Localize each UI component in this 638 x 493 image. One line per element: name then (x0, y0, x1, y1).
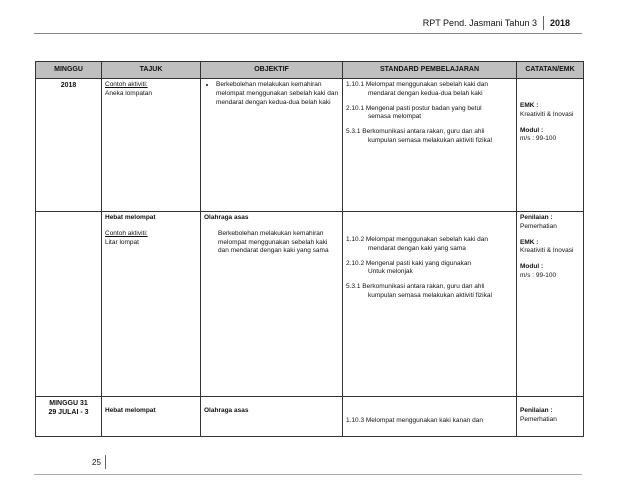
activity-label: Contoh aktiviti: (105, 81, 148, 88)
week-number: MINGGU 31 (49, 400, 88, 407)
objektif-cell (201, 212, 343, 397)
document-title: RPT Pend. Jasmani Tahun 3 (422, 18, 537, 28)
modul-value: m/s : 99-100 (520, 135, 557, 143)
standard-cell (343, 212, 517, 397)
catatan-cell (517, 79, 584, 212)
emk-label: EMK : (520, 238, 539, 246)
penilaian-value: Pemerhatian (520, 222, 557, 230)
catatan-cell (517, 397, 584, 437)
topic-title: Hebat melompat (105, 407, 156, 414)
standard-text: Melompat menggunakan kaki kanan dan (365, 417, 483, 424)
objective-item: • Berkebolehan melakukan kemahiran melompat menggunakan sebelah kaki dan mendarat dengan kedua-dua belah kaki (216, 81, 339, 107)
objektif-cell (201, 79, 343, 212)
emk-label: EMK : (520, 102, 539, 109)
objective-title: Olahraga asas (204, 407, 249, 414)
standard-text: Berkomunikasi antara rakan, guru dan ahli (362, 283, 485, 291)
lesson-plan-table (35, 61, 584, 437)
topic-title: Hebat melompat (105, 214, 156, 221)
emk-value: Kreativiti & Inovasi (520, 110, 574, 118)
standard-item (346, 128, 513, 146)
standard-text-cont: mendarat dengan kedua-dua belah kaki (368, 89, 483, 97)
activity-name: Litar lompat (105, 238, 139, 246)
table-row (36, 212, 584, 397)
standard-cell (343, 397, 517, 437)
standard-item (346, 236, 513, 254)
standard-text-cont: mendarat dengan kaki yang sama (368, 244, 466, 252)
tajuk-cell (102, 212, 201, 397)
col-header-objektif: OBJEKTIF (201, 62, 343, 79)
objektif-cell (201, 397, 343, 437)
objective-title: Olahraga asas (204, 214, 249, 221)
document-year: 2018 (549, 18, 570, 28)
col-header-minggu: MINGGU (36, 62, 102, 79)
standard-text-cont: kumpulan semasa melakukan aktiviti fizikal (368, 136, 492, 144)
penilaian-label: Penilaian : (520, 407, 553, 414)
standard-number: 5.3.1 (346, 128, 361, 136)
footer-rule (34, 474, 582, 475)
week-cell (36, 397, 102, 437)
standard-text: Berkomunikasi antara rakan, guru dan ahli (362, 128, 485, 136)
standard-text-cont: semasa melompat (368, 113, 422, 121)
col-header-tajuk: TAJUK (102, 62, 201, 79)
tajuk-cell (102, 79, 201, 212)
col-header-catatan: CATATAN/EMK (517, 62, 584, 79)
standard-text: Mengenal pasti kaki yang digunakan (365, 259, 472, 267)
standard-cell (343, 79, 517, 212)
standard-item (346, 81, 513, 99)
footer-divider (105, 455, 106, 469)
header-divider (543, 16, 544, 30)
standard-number: 1.10.2 (346, 236, 365, 243)
modul-label: Modul : (520, 126, 544, 134)
emk-value: Kreativiti & Inovasi (520, 247, 574, 255)
standard-text: Melompat menggunakan sebelah kaki dan (365, 81, 489, 88)
tajuk-cell (102, 397, 201, 437)
standard-item (346, 283, 513, 301)
col-header-standard: STANDARD PEMBELAJARAN (343, 62, 517, 79)
page-number: 25 (92, 458, 101, 467)
standard-number: 2.10.1 (346, 104, 365, 112)
standard-item (346, 105, 513, 123)
standard-number: 2.10.2 (346, 259, 365, 267)
penilaian-label: Penilaian : (520, 214, 553, 221)
activity-name: Aneka lompatan (105, 89, 152, 97)
week-dates: 29 JULAI - 3 (48, 409, 89, 417)
standard-text: Melompat menggunakan sebelah kaki dan (365, 236, 489, 243)
standard-item (346, 260, 513, 278)
table-row (36, 397, 584, 437)
table-row (36, 79, 584, 212)
header-rule (34, 33, 582, 34)
table-header-row (36, 62, 584, 79)
standard-text: Mengenal pasti postur badan yang betul (365, 104, 482, 112)
modul-label: Modul : (520, 263, 544, 271)
objective-item: Berkebolehan melakukan kemahiran melompat menggunakan sebelah kaki dan mendarat dengan kaki yang sama (218, 229, 329, 255)
week-cell: 2018 (36, 79, 102, 212)
standard-item (346, 417, 513, 426)
page-header (423, 16, 570, 30)
modul-value: m/s : 99-100 (520, 271, 557, 279)
activity-label: Contoh aktiviti: (105, 229, 148, 237)
catatan-cell (517, 212, 584, 397)
standard-number: 5.3.1 (346, 283, 361, 291)
standard-number: 1.10.3 (346, 417, 365, 424)
week-cell (36, 212, 102, 397)
standard-text-cont: Untuk melonjak (368, 268, 413, 276)
standard-number: 1.10.1 (346, 81, 365, 88)
standard-text-cont: kumpulan semasa melakukan aktiviti fizikal (368, 291, 492, 299)
penilaian-value: Pemerhatian (520, 415, 557, 423)
